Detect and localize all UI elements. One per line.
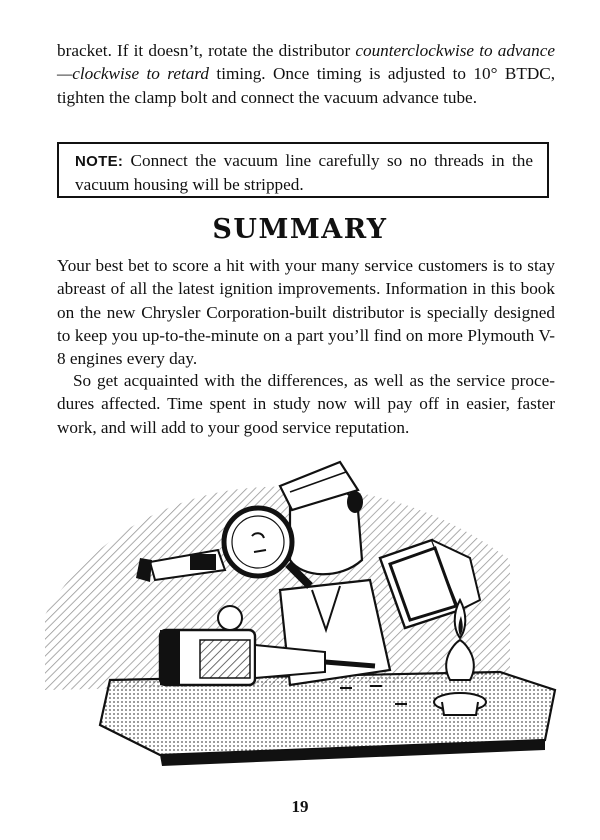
intro-text-a: bracket. If it doesn’t, rotate the distributor — [57, 41, 356, 60]
intro-paragraph — [57, 39, 555, 109]
summary-heading: SUMMARY — [212, 214, 388, 245]
intro-emphasis: counterclockwise to advance—clockwise to retard — [57, 41, 555, 84]
note-text: Connect the vacuum line carefully so no threads in the vacuum housing will be stripped. — [75, 151, 533, 195]
note-label: NOTE: — [75, 153, 124, 170]
page-number: 19 — [291, 797, 309, 816]
summary-paragraph-2: So get acquainted with the differences, as well as the service procedures affected. Time spent in study now will pay off in easier, faster work, and will add to your good service reputation. — [57, 371, 555, 437]
summary-paragraph-1: Your best bet to score a hit with your many service customers is to stay abreast of all the latest ignition improvements. Information in this book on the new Chrysler Corporation-built distributor is specially designed to keep you up-to-the-minute on a part you’ll find on more Plymouth V-8 engines every day. — [57, 256, 555, 369]
note-box — [57, 142, 549, 198]
mechanic-with-magnifier-illustration — [40, 440, 560, 770]
magnifier-lens — [224, 508, 292, 576]
intro-text-b: timing. Once timing is adjusted to 10° BTDC, tighten the clamp bolt and connect the vacuum advance tube. — [57, 64, 555, 107]
